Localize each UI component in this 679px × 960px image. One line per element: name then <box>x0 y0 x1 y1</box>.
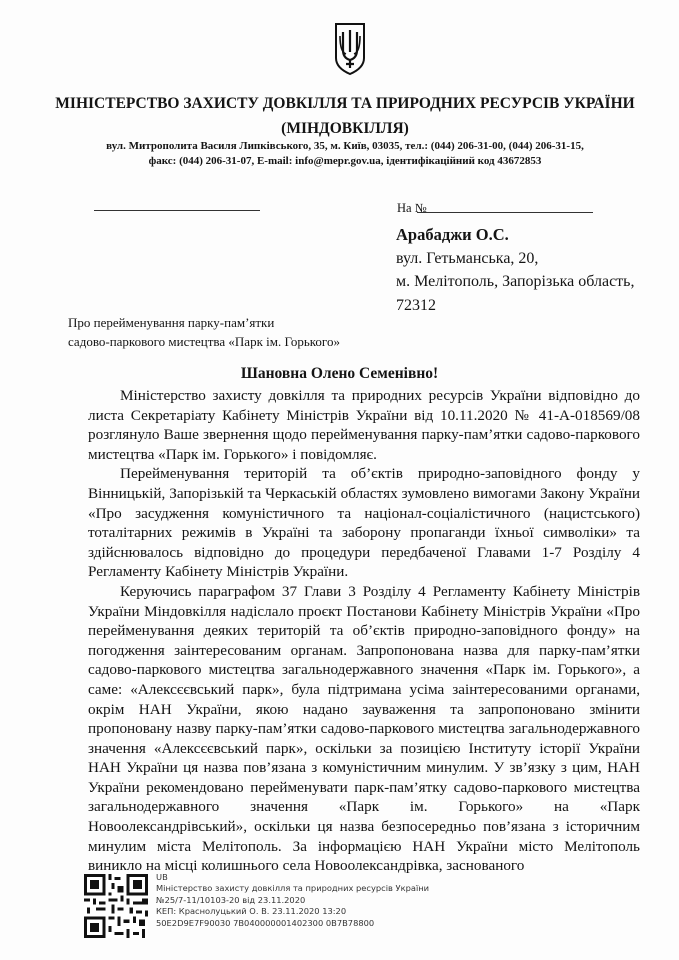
salutation: Шановна Олено Семенівно! <box>240 365 439 382</box>
ministry-header <box>40 91 650 141</box>
body-paragraph: Перейменування територій та об’єктів природно-заповідного фонду у Вінницькій, Запорізькій та Черкаській областях зумовлено вимогами Закону України «Про засудження комуністичного та націонал-соціалістичного (нацистського) тоталітарних режимів в Україні та заборону пропаганди їхньої символіки» та здійснювалось відповідно до процедури передбаченої Главами 1-7 Розділу 4 Регламенту Кабінету Міністрів України. <box>88 465 640 581</box>
stamp-line: 50E2D9E7F90030 7B040000001402300 0B7B78800 <box>156 917 375 928</box>
addressee-city: м. Мелітополь, Запорізька область, <box>396 273 635 290</box>
trident-icon <box>334 22 366 76</box>
letter-body <box>88 386 640 876</box>
addressee-postcode: 72312 <box>396 296 436 314</box>
ministry-name: МІНІСТЕРСТВО ЗАХИСТУ ДОВКІЛЛЯ ТА ПРИРОДНИХ РЕСУРСІВ УКРАЇНИ <box>55 95 635 112</box>
outgoing-number-line <box>94 210 260 211</box>
incoming-number-line <box>417 212 593 213</box>
addressee-street: вул. Гетьманська, 20, <box>396 249 539 267</box>
qr-code-icon <box>84 874 148 938</box>
stamp-line: №25/7-11/10103-20 від 23.11.2020 <box>156 894 306 905</box>
stamp-line: КЕП: Краснолуцький О. В. 23.11.2020 13:20 <box>156 906 347 917</box>
body-paragraph: Керуючись параграфом 37 Глави 3 Розділу 4 Регламенту Кабінету Міністрів України Міндовкілля надіслало проєкт Постанови Кабінету Міністрів України «Про перейменування деяких територій та об’єктів природно-заповідного фонду» на погодження заінтересованим органам. Запропонована назва для парку-пам’ятки садово-паркового мистецтва загальнодержавного значення «Парк ім. Горького», а саме: «Алексєєвський парк», була підтримана усіма заінтересованими органами, окрім НАН України, якою надано зауваження та запропоновано змінити пропоновану назву парку-пам’ятки садово-паркового мистецтва загальнодержавного значення «Алексєєвський парк», оскільки за позицією Інституту історії України НАН України ця назва пов’язана з комуністичним минулим. У зв’язку з цим, НАН України рекомендовано перейменувати парк-пам’ятку садово-паркового мистецтва загальнодержавного значення «Парк ім. Горького» на «Парк Новоолександрівський», оскільки ця назва безпосередньо пов’язана з історичним минулим міста Мелітополь. За інформацією НАН України місто Мелітополь виникло на місці колишнього села Новоолександрівка, заснованого <box>88 582 640 875</box>
stamp-line: UB <box>156 872 168 882</box>
stamp-line: Міністерство захисту довкілля та природних ресурсів України <box>156 883 430 894</box>
addressee-name: Арабаджи О.С. <box>396 225 509 244</box>
ministry-short-name: (МІНДОВКІЛЛЯ) <box>281 120 409 137</box>
body-paragraph: Міністерство захисту довкілля та природних ресурсів України відповідно до листа Секретаріату Кабінету Міністрів України від 10.11.2020 № 41-А-018569/08 розглянуло Ваше звернення щодо перейменування парку-пам’ятки садово-паркового мистецтва «Парк ім. Горького» і повідомляє. <box>88 387 640 463</box>
incoming-number-label: На № <box>397 201 427 215</box>
letter-subject <box>68 313 340 351</box>
stamp-text <box>156 872 429 929</box>
subject-line-1: Про перейменування парку-пам’ятки <box>68 315 275 330</box>
addressee-block <box>396 223 634 317</box>
ministry-contacts <box>60 139 630 169</box>
subject-line-2: садово-паркового мистецтва «Парк ім. Горького» <box>68 334 340 349</box>
contacts-line-2: факс: (044) 206-31-07, E-mail: info@mepr.gov.ua, ідентифікаційний код 43672853 <box>148 155 542 167</box>
contacts-line-1: вул. Митрополита Василя Липківського, 35, м. Київ, 03035, тел.: (044) 206-31-00, (044) 206-31-15, <box>106 140 584 152</box>
